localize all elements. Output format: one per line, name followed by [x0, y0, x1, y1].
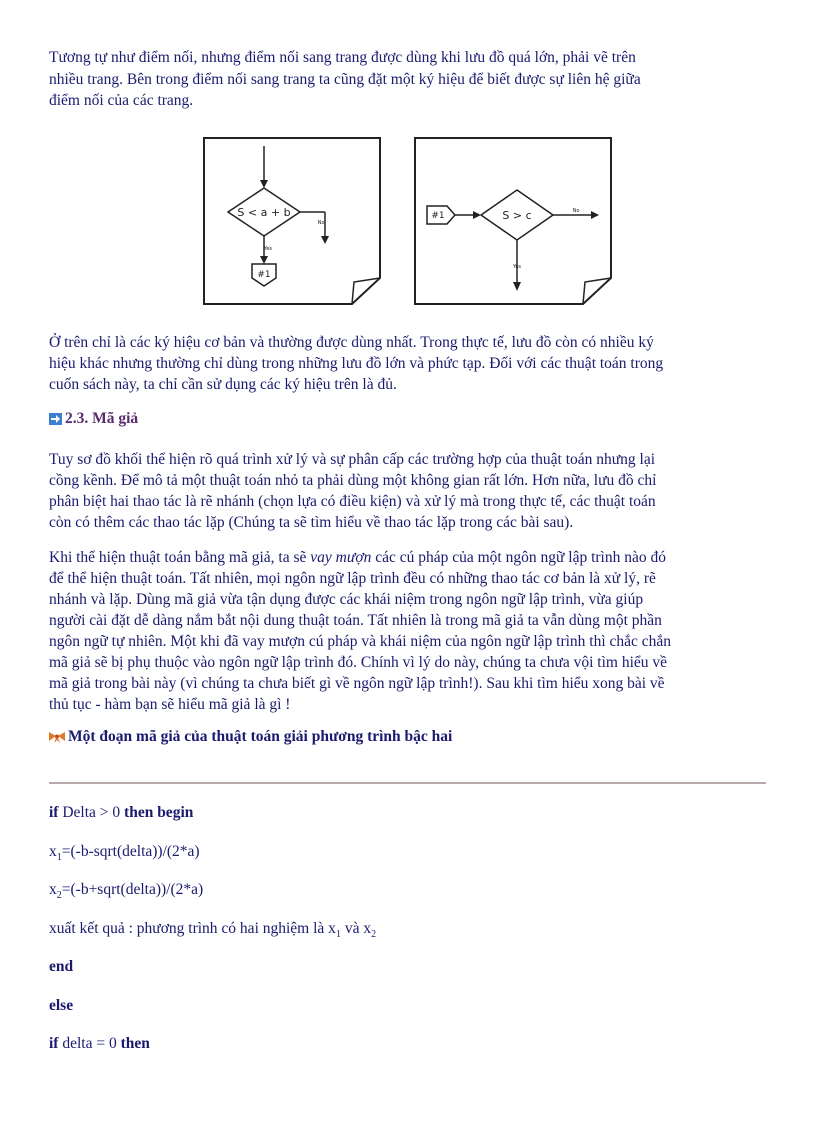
code-line: $x_1=(-b-sqrt(delta))/(2*a)$	[49, 843, 200, 864]
text-line: mã giả sẽ bị phụ thuộc vào ngôn ngữ lập trình đó. Chính vì lý do này, chúng ta chưa vội tìm hiểu về	[49, 654, 668, 671]
text-line: phân biệt hai thao tác là rẽ nhánh (chọn lựa có điều kiện) và xử lý mà trong thực tế, các thuật toán	[49, 493, 656, 510]
example-heading	[49, 728, 452, 746]
yes-label: Yes	[263, 246, 273, 252]
text-line: Tuy sơ đồ khối thể hiện rõ quá trình xử lý và sự phân cấp các trường hợp của thuật toán nhưng lại	[49, 451, 656, 468]
text-line: Tương tự như điểm nối, nhưng điểm nối sang trang được dùng khi lưu đồ quá lớn, phải vẽ trên	[49, 49, 636, 66]
text-line: để thể hiện thuật toán. Tất nhiên, mọi ngôn ngữ lập trình đều có những thao tác cơ bản là xử lý, rẽ	[49, 570, 656, 587]
text-line: còn có thêm các thao tác lặp (Chúng ta sẽ tìm hiểu về thao tác lặp trong các bài sau).	[49, 514, 574, 531]
text-line: nhánh và lặp. Dùng mã giả vừa tận dụng được các khái niệm trong ngôn ngữ lập trình, vừa giúp	[49, 591, 644, 608]
code-line: $x_2=(-b+sqrt(delta))/(2*a)$	[49, 881, 204, 902]
section-title: 2.3. Mã giả	[65, 410, 139, 427]
text-line: Khi thể hiện thuật toán bằng mã giả, ta sẽ vay mượn các cú pháp của một ngôn ngữ lập trình nào đó	[49, 549, 666, 566]
text-line: nhiều trang. Bên trong điểm nối sang trang ta cũng đặt một ký hiệu để biết được sự liên hệ giữa	[49, 71, 641, 88]
flowchart-figure-left	[202, 136, 382, 306]
text-line: cồng kềnh. Để mô tả một thuật toán nhỏ ta phải dùng một không gian rất lớn. Hơn nữa, lưu đồ chỉ	[49, 472, 657, 489]
text-line: mã giả trong bài này (vì chúng ta chưa biết gì về ngôn ngữ lập trình!). Sau khi tìm hiểu xong bài về	[49, 675, 665, 692]
text-line: cuốn sách này, ta chỉ cần sử dụng các ký hiệu trên là đủ.	[49, 376, 397, 393]
section-heading	[49, 410, 138, 428]
code-line: if delta = 0 then	[49, 1035, 150, 1052]
bow-bullet-icon	[49, 731, 65, 743]
text-line: người cài đặt dễ dàng nắm bắt nội dung thuật toán. Tất nhiên là trong mã giả ta vẫn dùng một phần	[49, 612, 662, 629]
connector-label: #1	[257, 270, 271, 280]
no-label: No	[572, 208, 580, 214]
text-line: điểm nối của các trang.	[49, 92, 194, 109]
text-line: Ở trên chỉ là các ký hiệu cơ bản và thường được dùng nhất. Trong thực tế, lưu đồ còn có nhiều ký	[49, 334, 654, 351]
decision-label: S > c	[502, 209, 532, 222]
horizontal-divider	[49, 782, 766, 784]
yes-label: Yes	[512, 264, 522, 270]
text-line: hiệu khác nhưng thường chỉ dùng trong những lưu đồ lớn và phức tạp. Đối với các thuật toán trong	[49, 355, 664, 372]
no-label: No	[317, 220, 325, 226]
code-line: xuất kết quả : phương trình có hai nghiệm là $x_1$ và $x_2$	[49, 920, 377, 941]
flowchart-figure-right	[413, 136, 613, 306]
example-title: Một đoạn mã giả của thuật toán giải phương trình bậc hai	[68, 728, 453, 745]
decision-label: S < a + b	[237, 206, 291, 219]
code-line: end	[49, 958, 74, 975]
connector-label: #1	[431, 211, 445, 221]
text-line: thủ tục - hàm bạn sẽ hiểu mã giả là gì !	[49, 696, 291, 713]
emphasis: vay mượn	[310, 549, 372, 566]
code-line: else	[49, 997, 74, 1014]
text-line: ngôn ngữ tự nhiên. Một khi đã vay mượn cú pháp và khái niệm của ngôn ngữ lập trình thì chắc chắn	[49, 633, 672, 650]
code-line: if Delta > 0 then begin	[49, 804, 194, 821]
arrow-bullet-icon	[49, 413, 62, 425]
